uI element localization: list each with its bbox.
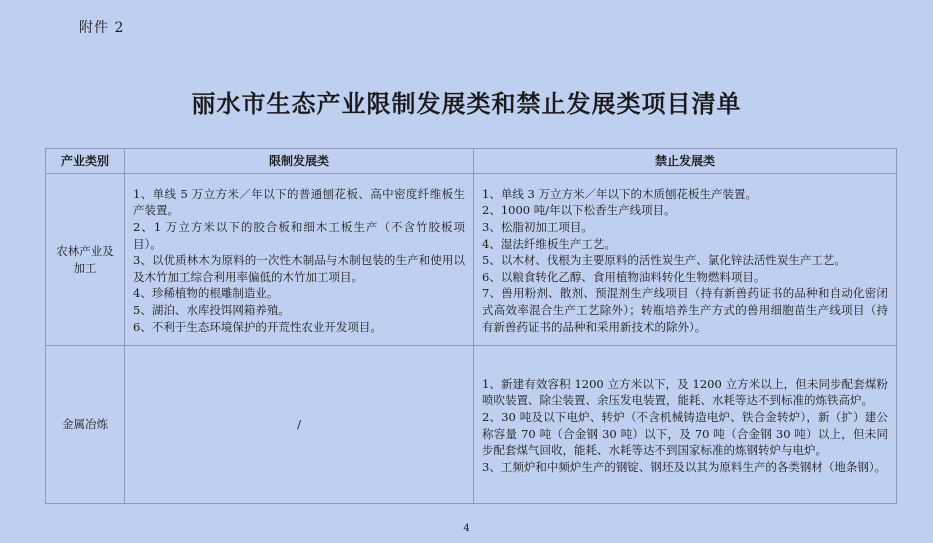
list-item: 4、珍稀植物的根雕制造业。: [133, 286, 279, 301]
list-item: 2、1000 吨/年以下松香生产线项目。: [482, 203, 676, 218]
list-item: 4、湿法纤维板生产工艺。: [482, 236, 616, 251]
table-header-row: [46, 149, 897, 174]
list-item: 6、不利于生态环境保护的开荒性农业开发项目。: [133, 319, 382, 334]
category-cell: 农林产业及加工: [46, 174, 125, 346]
list-item: 3、松脂初加工项目。: [482, 220, 593, 235]
list-item: 3、以优质林木为原料的一次性木制品与木制包装的生产和使用以及木竹加工综合利用率偏低的木竹加工项目。: [133, 253, 465, 284]
list-item: 1、新建有效容积 1200 立方米以下，及 1200 立方米以上，但未同步配套煤粉喷吹装置、除尘装置、余压发电装置，能耗、水耗等达不到标准的炼铁高炉。: [482, 376, 888, 408]
header-prohibited: 禁止发展类: [474, 149, 897, 174]
table-row: [46, 346, 897, 504]
list-item: 3、工频炉和中频炉生产的钢锭、钢坯及以其为原料生产的各类钢材（地条钢）。: [482, 459, 887, 474]
list-item: 6、以粮食转化乙醇、食用植物油料转化生物燃料项目。: [482, 269, 766, 284]
prohibited-cell: [474, 174, 897, 346]
restricted-cell: [125, 174, 474, 346]
project-list-table: [45, 148, 897, 504]
list-item: 5、以木材、伐根为主要原料的活性炭生产、氯化锌法活性炭生产工艺。: [482, 253, 846, 268]
table-row: [46, 174, 897, 346]
list-item: 1、单线 5 万立方米／年以下的普通刨花板、高中密度纤维板生产装置。: [133, 186, 465, 218]
list-item: 5、湖泊、水库投饵网箱养殖。: [133, 302, 290, 317]
prohibited-cell: [474, 346, 897, 504]
attachment-label: 附件 2: [79, 20, 125, 36]
list-item: 1、单线 3 万立方米／年以下的木质刨花板生产装置。: [482, 186, 757, 201]
list-item: 2、1 万立方米以下的胶合板和细木工板生产（不含竹胶板项目）。: [133, 220, 465, 251]
category-cell: 金属冶炼: [46, 346, 125, 504]
page-title: 丽水市生态产业限制发展类和禁止发展类项目清单: [191, 89, 742, 118]
header-restricted: 限制发展类: [125, 149, 474, 174]
page-number: 4: [463, 523, 470, 534]
list-item: 2、30 吨及以下电炉、转炉（不含机械铸造电炉、铁合金转炉），新（扩）建公称容量 70 吨（合金钢 30 吨）以下，及 70 吨（合金钢 30 吨）以上，但未同步配套煤气回收，能耗、水耗等达不到国家标准的炼钢转炉与电炉。: [482, 409, 888, 458]
list-item: 7、兽用粉剂、散剂、预混剂生产线项目（持有新兽药证书的品种和自动化密闭式高效率混合生产工艺除外）；转瓶培养生产方式的兽用细胞苗生产线项目（持有新兽药证书的品种和采用新技术的除外）。: [482, 286, 888, 334]
restricted-cell: /: [125, 346, 474, 504]
header-category: 产业类别: [46, 149, 125, 174]
